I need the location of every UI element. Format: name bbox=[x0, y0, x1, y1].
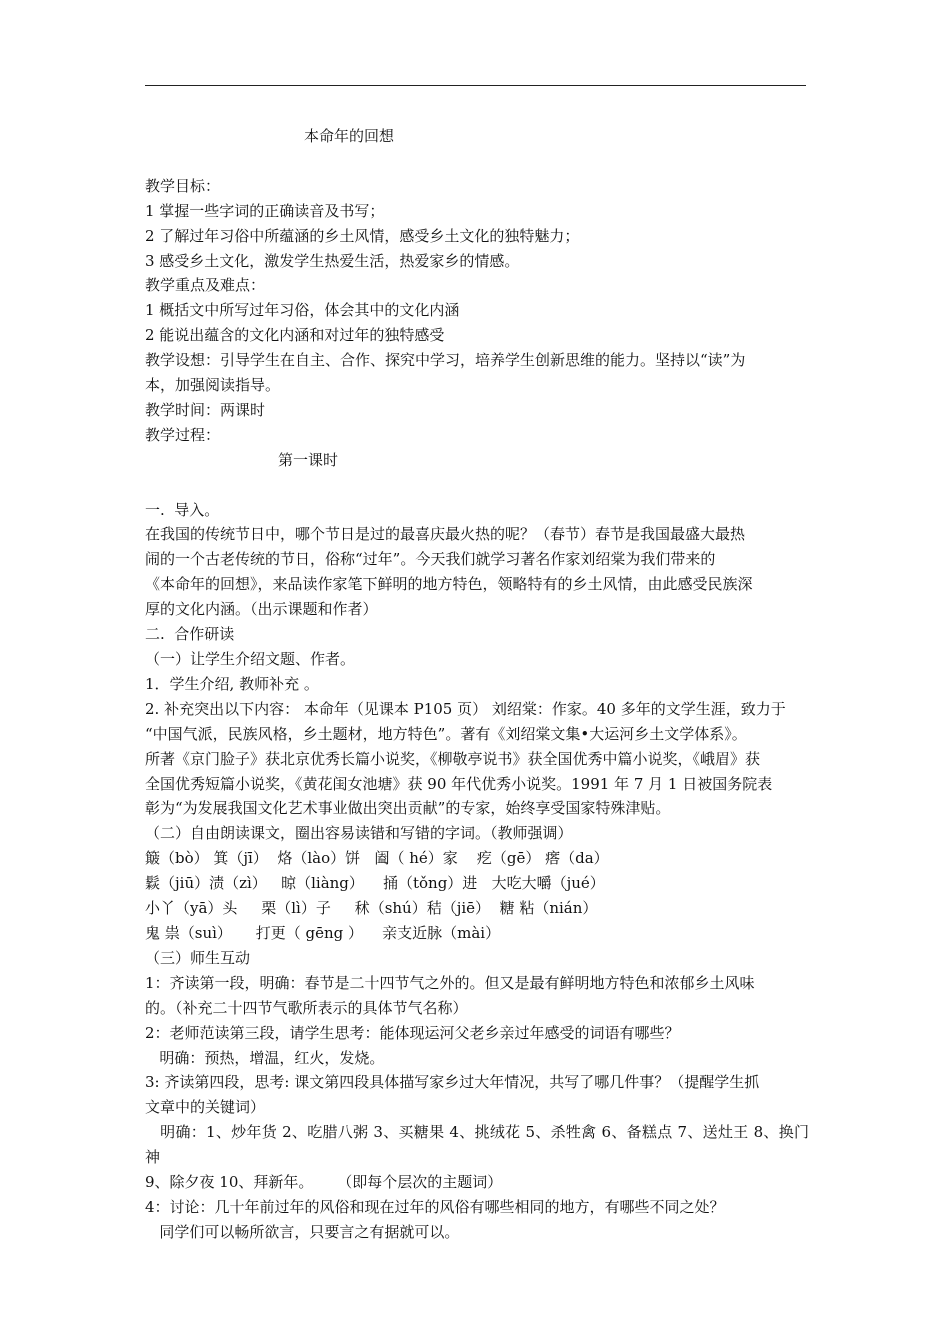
goal-item: 1 掌握一些字词的正确读音及书写； bbox=[145, 201, 385, 220]
goal-item: 3 感受乡土文化，激发学生热爱生活，热爱家乡的情感。 bbox=[145, 251, 520, 270]
body-line: 1：齐读第一段，明确：春节是二十四节气之外的。但又是最有鲜明地方特色和浓郁乡土风味 bbox=[145, 973, 755, 992]
body-line: 2：老师范读第三段，请学生思考：能体现运河父老乡亲过年感受的词语有哪些？ bbox=[145, 1023, 680, 1042]
page-title: 本命年的回想 bbox=[304, 127, 395, 145]
body-line: 全国优秀短篇小说奖，《黄花闺女池塘》获 90 年代优秀小说奖。1991 年 7 月 1 日被国务院表 bbox=[145, 774, 773, 793]
body-line: 《本命年的回想》，来品读作家笔下鲜明的地方特色，领略特有的乡土风情，由此感受民族深 bbox=[145, 575, 753, 594]
teaching-idea-line: 教学设想：引导学生在自主、合作、探究中学习，培养学生创新思维的能力。坚持以“读”为 bbox=[145, 351, 746, 370]
spacer bbox=[145, 473, 809, 498]
body-line: 4：讨论：几十年前过年的风俗和现在过年的风俗有哪些相同的地方，有哪些不同之处？ bbox=[145, 1197, 725, 1216]
vocab-line: 鬏（jiū）渍（zì） 晾（liàng） 捅（tǒng）进 大吃大嚼（jué） bbox=[145, 874, 605, 893]
body-line: 明确：1、炒年货 2、吃腊八粥 3、买糖果 4、挑绒花 5、杀牲禽 6、备糕点 7、送灶王 8、换门神 bbox=[145, 1123, 809, 1167]
lesson-heading: 第一课时 bbox=[278, 450, 339, 469]
body-line: 9、除夕夜 10、拜新年。 （即每个层次的主题词） bbox=[145, 1173, 503, 1192]
spacer bbox=[145, 149, 809, 174]
body-line: 2. 补充突出以下内容： 本命年（见课本 P105 页） 刘绍棠：作家。40 多年的文学生涯，致力于 bbox=[145, 699, 786, 718]
body-line: 同学们可以畅所欲言，只要言之有据就可以。 bbox=[145, 1222, 460, 1241]
body-line: 的。（补充二十四节气歌所表示的具体节气名称） bbox=[145, 998, 468, 1017]
body-line: 闹的一个古老传统的节日，俗称“过年”。今天我们就学习著名作家刘绍棠为我们带来的 bbox=[145, 550, 716, 569]
key-point-item: 2 能说出蕴含的文化内涵和对过年的独特感受 bbox=[145, 326, 445, 345]
teaching-process-heading: 教学过程： bbox=[145, 425, 221, 444]
key-points-heading: 教学重点及难点： bbox=[145, 276, 266, 295]
body-line: 所著《京门脸子》获北京优秀长篇小说奖，《柳敬亭说书》获全国优秀中篇小说奖，《峨眉》获 bbox=[145, 749, 761, 768]
body-line: 3: 齐读第四段，思考: 课文第四段具体描写家乡过大年情况，共写了哪几件事？（提醒学生抓 bbox=[145, 1073, 760, 1092]
teaching-idea-line: 本，加强阅读指导。 bbox=[145, 376, 281, 395]
body-line: 文章中的关键词） bbox=[145, 1098, 266, 1117]
body-line: 明确：预热，增温，红火，发烧。 bbox=[145, 1048, 385, 1067]
goal-item: 2 了解过年习俗中所蕴涵的乡土风情，感受乡土文化的独特魅力； bbox=[145, 226, 580, 245]
key-point-item: 1 概括文中所写过年习俗，体会其中的文化内涵 bbox=[145, 301, 460, 320]
subsection-heading: （一）让学生介绍文题、作者。 bbox=[145, 650, 356, 668]
header-rule bbox=[145, 85, 806, 86]
body-line: “中国气派，民族风格，乡土题材，地方特色”。著有《刘绍棠文集•大运河乡土文学体系》。 bbox=[145, 724, 747, 743]
body-line: 彰为“为发展我国文化艺术事业做出突出贡献”的专家，始终享受国家特殊津贴。 bbox=[145, 799, 671, 818]
subsection-heading: （三）师生互动 bbox=[145, 948, 251, 967]
vocab-line: 鬼 祟（suì） 打更（ gēng ） 亲支近脉（mài） bbox=[145, 923, 501, 942]
subsection-heading: （二）自由朗读课文，圈出容易读错和写错的字词。（教师强调） bbox=[145, 824, 573, 843]
teaching-time: 教学时间：两课时 bbox=[145, 400, 266, 419]
goals-heading: 教学目标： bbox=[145, 176, 221, 195]
vocab-line: 簸（bò） 箕（jī） 烙（lào）饼 阖（ hé）家 疙（gē） 瘩（da） bbox=[145, 849, 609, 868]
body-line: 在我国的传统节日中，哪个节日是过的最喜庆最火热的呢？（春节）春节是我国最盛大最热 bbox=[145, 525, 746, 544]
section-heading-intro: 一. 导入。 bbox=[145, 500, 220, 519]
body-line: 1．学生介绍, 教师补充 。 bbox=[145, 674, 319, 693]
section-heading-reading: 二. 合作研读 bbox=[145, 625, 235, 644]
document-body bbox=[145, 124, 809, 1245]
vocab-line: 小丫（yā）头 栗（lì）子 秫（shú）秸（jiē） 糖 粘（nián） bbox=[145, 899, 598, 918]
body-line: 厚的文化内涵。（出示课题和作者） bbox=[145, 600, 378, 619]
